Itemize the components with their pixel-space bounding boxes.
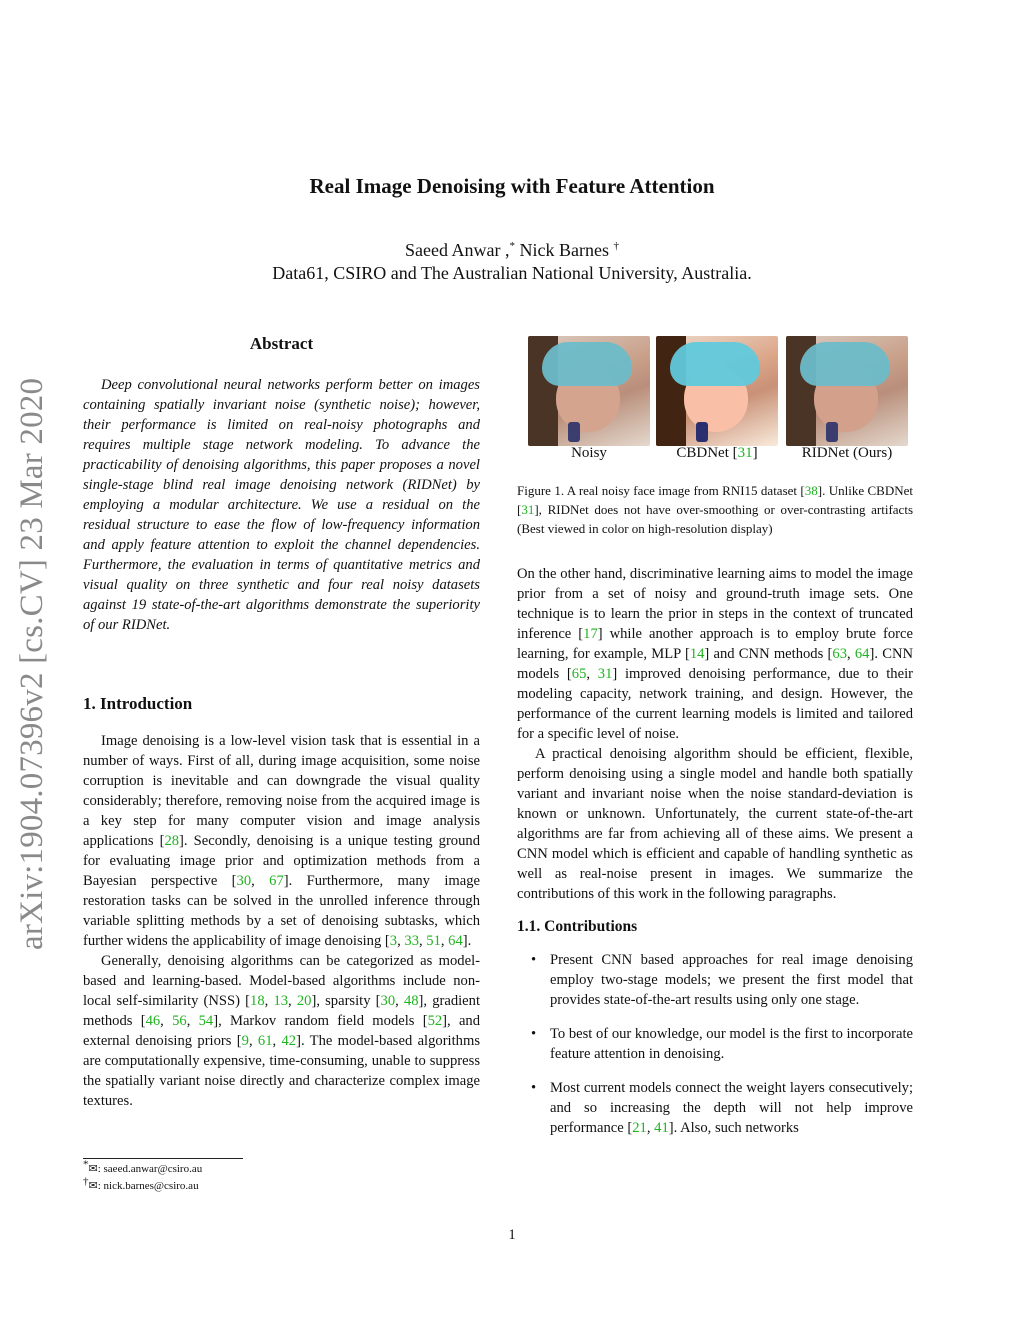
citation[interactable]: 17 [583, 626, 598, 642]
affiliation: Data61, CSIRO and The Australian National University, Australia. [272, 263, 752, 283]
citation[interactable]: 63 [832, 646, 847, 662]
author-2: Nick Barnes [519, 240, 609, 260]
paper-title: Real Image Denoising with Feature Attention [309, 174, 715, 198]
author-1: Saeed Anwar , [405, 240, 510, 260]
citation[interactable]: 33 [404, 933, 419, 949]
citation[interactable]: 52 [427, 1013, 443, 1029]
citation[interactable]: 64 [448, 933, 463, 949]
figure-caption: Figure 1. A real noisy face image from RNI15 dataset [38]. Unlike CBDNet [31], RIDNet does not have over-smoothing or over-contrasting artifacts (Best viewed in color on high-resolution display) [517, 483, 914, 536]
citation[interactable]: 48 [403, 993, 419, 1009]
citation[interactable]: 9 [241, 1033, 249, 1049]
intro-heading: 1. Introduction [83, 694, 193, 713]
citation[interactable]: 65 [571, 666, 587, 682]
figure-image-ridnet [786, 336, 908, 446]
authors-line [0, 240, 1024, 261]
citation[interactable]: 42 [281, 1033, 297, 1049]
citation[interactable]: 30 [380, 993, 396, 1009]
list-item: • Most current models connect the weight layers consecutively; and so increasing the depth will not help improve performance [21, 41]. Also, such networks [531, 1080, 913, 1136]
author-1-mark: * [509, 240, 515, 252]
page-number: 1 [508, 1227, 516, 1243]
figure-label-cbdnet: CBDNet [31] [676, 445, 758, 461]
contributions-list [517, 950, 913, 1138]
abstract-text: Deep convolutional neural networks perform better on images containing spatially invariant noise (synthetic noise); however, their performance is limited on real-noisy photographs and requires multiple stage network modeling. To advance the practicability of denoising algorithms, this paper proposes a novel single-stage blind real image denoising network (RIDNet) by employing a modular architecture. We use a residual on the residual structure to ease the flow of low-frequency information and apply feature attention to exploit the channel dependencies. Furthermore, the evaluation in terms of quantitative metrics and visual quality on three synthetic and four real noisy datasets against 19 state-of-the-art algorithms demonstrate the superiority of our RIDNet. [83, 377, 480, 633]
footnote-1: *✉: saeed.anwar@csiro.au [83, 1158, 203, 1175]
citation[interactable]: 18 [250, 993, 265, 1009]
citation[interactable]: 3 [389, 933, 398, 949]
footnote-rule [83, 1158, 243, 1159]
citation[interactable]: 46 [145, 1013, 161, 1029]
arxiv-watermark: arXiv:1904.07396v2 [cs.CV] 23 Mar 2020 [14, 377, 50, 950]
citation[interactable]: 64 [854, 646, 870, 662]
citation[interactable]: 51 [426, 933, 441, 949]
citation[interactable]: 38 [804, 483, 818, 498]
citation[interactable]: 31 [597, 666, 613, 682]
citation[interactable]: 13 [273, 993, 289, 1009]
figure-label-ridnet: RIDNet (Ours) [801, 445, 893, 461]
citation[interactable]: 56 [172, 1013, 187, 1029]
citation[interactable]: 54 [198, 1013, 214, 1029]
figure-label-noisy: Noisy [571, 445, 607, 461]
citation[interactable]: 61 [257, 1033, 273, 1049]
author-2-mark: † [613, 240, 619, 252]
figure-image-cbdnet [656, 336, 778, 446]
right-paragraph-1: On the other hand, discriminative learning aims to model the image prior from a set of noisy and ground-truth image sets. One technique is to learn the prior in steps in the context of truncated inference [17] while another approach is to employ brute force learning, for example, MLP [14] and CNN methods [63, 64]. CNN models [65, 31] improved denoising performance, due to their modeling capacity, network training, and design. However, the performance of the current learning models is limited and tailored for a specific level of noise. [517, 566, 914, 742]
citation[interactable]: 28 [164, 833, 180, 849]
citation[interactable]: 30 [236, 873, 252, 889]
citation[interactable]: 21 [632, 1120, 647, 1136]
list-item: • To best of our knowledge, our model is the first to incorporate feature attention in denoising. [531, 1026, 913, 1062]
right-column [517, 564, 913, 1152]
contributions-heading: 1.1. Contributions [517, 918, 638, 935]
figure-image-noisy [528, 336, 650, 446]
citation[interactable]: 14 [689, 646, 705, 662]
citation[interactable]: 20 [296, 993, 312, 1009]
intro-section [83, 694, 480, 1111]
intro-paragraph-1: Image denoising is a low-level vision task that is essential in a number of ways. First of all, during image acquisition, some noise corruption is inevitable and can downgrade the visual quality considerably; therefore, removing noise from the acquired image is a key step for many computer vision and image analysis applications [28]. Secondly, denoising is a unique testing ground for evaluating image prior and optimization methods from a Bayesian perspective [30, 67]. Furthermore, many image restoration tasks can be solved in the unrolled inference through variable splitting methods by a set of denoising subtasks, which further widens the applicability of image denoising [3, 33, 51, 64]. [83, 733, 480, 949]
list-item: • Present CNN based approaches for real image denoising employ two-stage models; we present the first model that provides state-of-the-art results using only one stage. [531, 952, 913, 1008]
right-paragraph-2: A practical denoising algorithm should be efficient, flexible, perform denoising using a single model and handle both spatially variant and invariant noise when the noise standard-deviation is known or unknown. Unfortunately, the current state-of-the-art algorithms are far from achieving all of these aims. We present a CNN model which is efficient and capable of handling synthetic as well as real-noise present in images. We summarize the contributions of this work in the following paragraphs. [517, 746, 913, 902]
citation[interactable]: 31 [521, 502, 535, 517]
citation[interactable]: 67 [269, 873, 284, 889]
citation[interactable]: 41 [654, 1120, 669, 1136]
citation[interactable]: 31 [737, 445, 753, 461]
intro-paragraph-2: Generally, denoising algorithms can be categorized as model-based and learning-based. Model-based algorithms include non-local self-similarity (NSS) [18, 13, 20], sparsity [30, 48], gradient methods [46, 56, 54], Markov random field models [52], and external denoising priors [9, 61, 42]. The model-based algorithms are computationally expensive, time-consuming, unable to suppress the spatially variant noise directly and characterize complex image textures. [83, 953, 481, 1109]
footnote-2: †✉: nick.barnes@csiro.au [83, 1175, 199, 1192]
abstract-heading: Abstract [249, 334, 314, 353]
